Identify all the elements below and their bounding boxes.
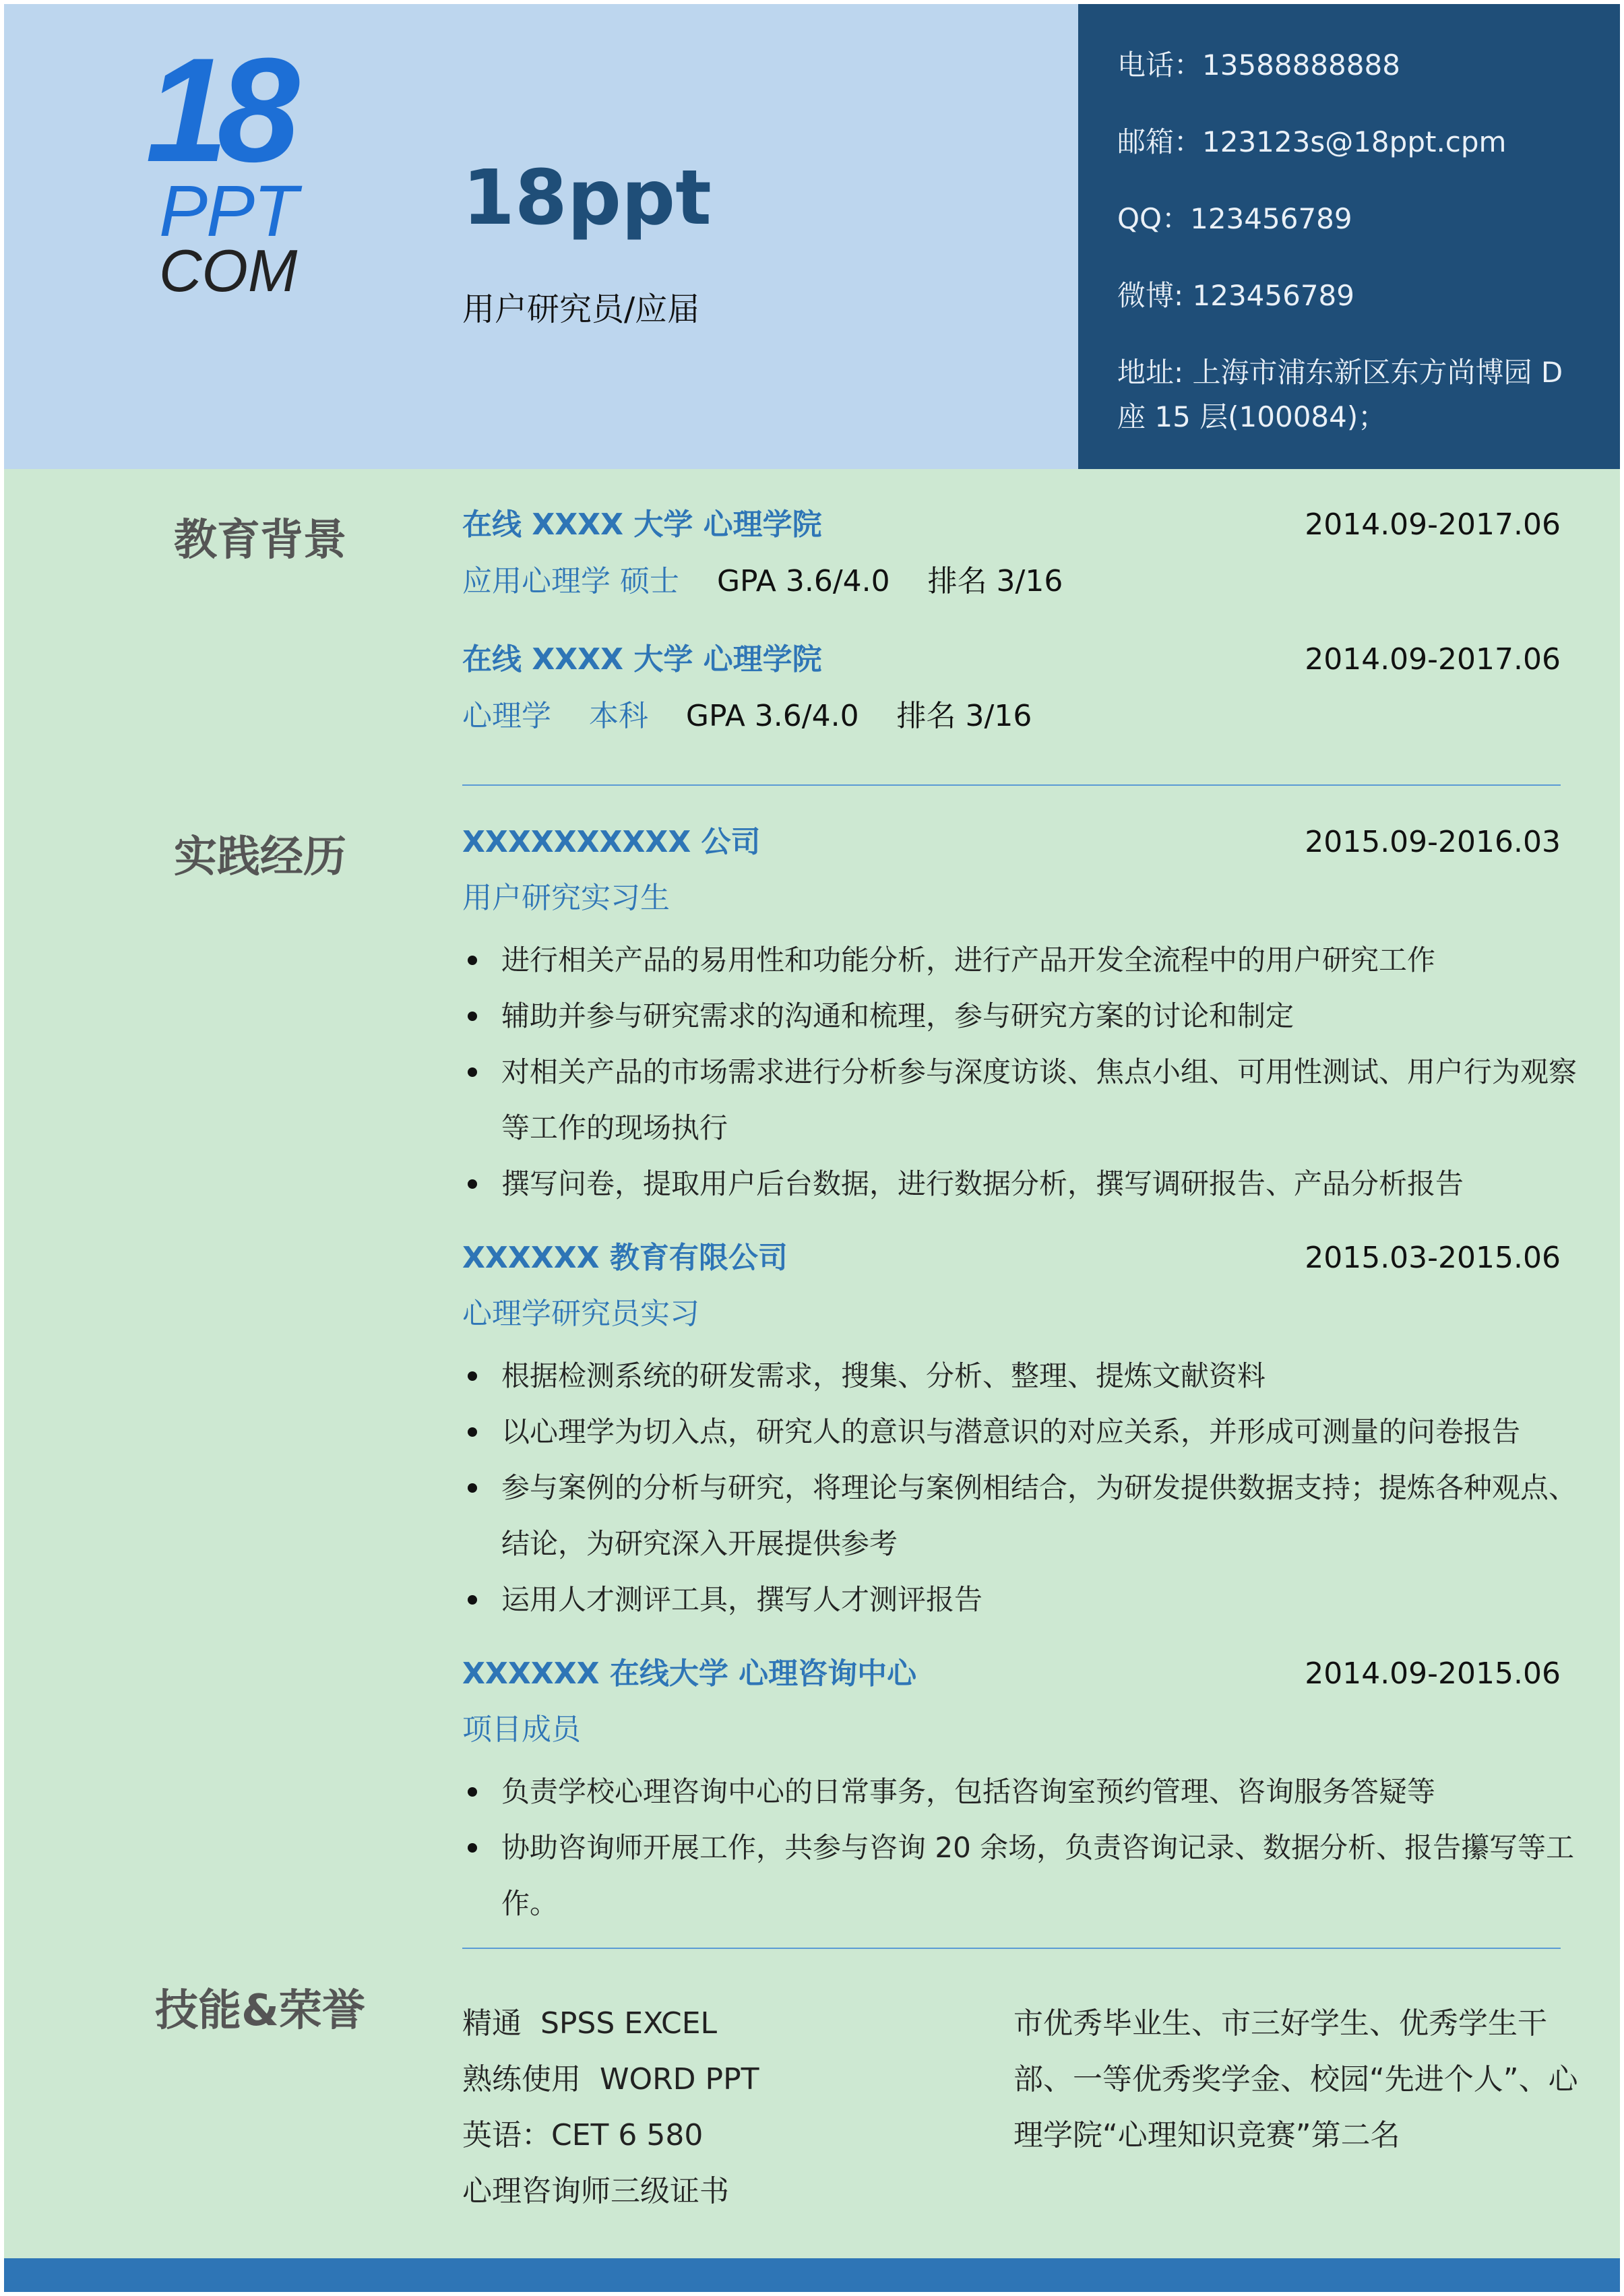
practice-bullet: 辅助并参与研究需求的沟通和梳理，参与研究方案的讨论和制定	[462, 988, 1581, 1044]
contact-weibo: 微博: 123456789	[1117, 279, 1354, 312]
education-date: 2014.09-2017.06	[1305, 507, 1561, 542]
honors-text: 市优秀毕业生、市三好学生、优秀学生干部、一等优秀奖学金、校园“先进个人”、心理学院“心理知识竞赛”第二名	[1013, 2006, 1578, 2152]
section-divider	[462, 784, 1561, 786]
contact-panel	[1078, 4, 1620, 469]
logo-line1: PPT	[159, 170, 297, 251]
contact-qq: QQ：123456789	[1117, 202, 1352, 235]
practice-position: 项目成员	[462, 1712, 581, 1747]
skill-item: 熟练使用 WORD PPT	[462, 2062, 759, 2097]
logo-line2: COM	[159, 237, 298, 304]
education-degree-line	[462, 559, 1063, 604]
skill-item: 精通 SPSS EXCEL	[462, 2006, 718, 2041]
education-major: 应用心理学 硕士	[462, 564, 679, 598]
practice-position: 用户研究实习生	[462, 881, 670, 915]
education-gpa: GPA 3.6/4.0 排名 3/16	[716, 564, 1063, 598]
practice-date: 2015.09-2016.03	[1305, 825, 1561, 859]
candidate-role: 用户研究员/应届	[462, 290, 700, 328]
practice-bullet: 参与案例的分析与研究，将理论与案例相结合，为研发提供数据支持；提炼各种观点、结论，为研究深入开展提供参考	[462, 1460, 1581, 1572]
practice-company: XXXXXX 教育有限公司	[462, 1241, 788, 1275]
resume-page	[4, 4, 1620, 2292]
practice-bullets	[462, 1764, 1581, 1931]
skill-item: 心理咨询师三级证书	[462, 2174, 729, 2208]
contact-address: 地址: 上海市浦东新区东方尚博园 D 座 15 层(100084)；	[1117, 356, 1563, 433]
education-major: 心理学 本科	[462, 699, 648, 733]
contact-phone: 电话：13588888888	[1117, 49, 1400, 82]
practice-bullets	[462, 1348, 1581, 1627]
practice-bullet: 以心理学为切入点，研究人的意识与潜意识的对应关系，并形成可测量的问卷报告	[462, 1404, 1581, 1460]
practice-bullet: 协助咨询师开展工作，共参与咨询 20 余场，负责咨询记录、数据分析、报告攥写等工作。	[462, 1820, 1581, 1931]
section-divider	[462, 1948, 1561, 1949]
practice-company: XXXXXXXXXX 公司	[462, 825, 761, 859]
logo	[146, 27, 348, 309]
education-heading: 教育背景	[174, 516, 346, 565]
candidate-name: 18ppt	[462, 154, 712, 242]
practice-company: XXXXXX 在线大学 心理咨询中心	[462, 1656, 917, 1691]
header	[4, 4, 1620, 469]
skills-heading: 技能&荣誉	[155, 1986, 365, 2036]
practice-heading: 实践经历	[174, 832, 346, 882]
education-school: 在线 XXXX 大学 心理学院	[462, 507, 822, 542]
practice-position: 心理学研究员实习	[462, 1297, 699, 1331]
practice-bullet: 对相关产品的市场需求进行分析参与深度访谈、焦点小组、可用性测试、用户行为观察等工作的现场执行	[462, 1044, 1581, 1156]
education-degree-line	[462, 694, 1032, 739]
practice-date: 2014.09-2015.06	[1305, 1656, 1561, 1691]
practice-bullets	[462, 932, 1581, 1212]
contact-email: 邮箱：123123s@18ppt.cpm	[1117, 125, 1507, 158]
footer-bar	[4, 2258, 1620, 2292]
practice-bullet: 进行相关产品的易用性和功能分析，进行产品开发全流程中的用户研究工作	[462, 932, 1581, 988]
practice-bullet: 负责学校心理咨询中心的日常事务，包括咨询室预约管理、咨询服务答疑等	[462, 1764, 1581, 1820]
education-date: 2014.09-2017.06	[1305, 642, 1561, 677]
skills-list	[462, 1995, 1015, 2219]
skill-item: 英语：CET 6 580	[462, 2118, 704, 2152]
logo-number: 18	[146, 27, 289, 193]
education-school: 在线 XXXX 大学 心理学院	[462, 642, 822, 677]
practice-bullet: 运用人才测评工具，撰写人才测评报告	[462, 1572, 1581, 1627]
practice-bullet: 撰写问卷，提取用户后台数据，进行数据分析，撰写调研报告、产品分析报告	[462, 1156, 1581, 1212]
practice-date: 2015.03-2015.06	[1305, 1241, 1561, 1275]
practice-bullet: 根据检测系统的研发需求，搜集、分析、整理、提炼文献资料	[462, 1348, 1581, 1404]
education-gpa: GPA 3.6/4.0 排名 3/16	[685, 699, 1032, 733]
